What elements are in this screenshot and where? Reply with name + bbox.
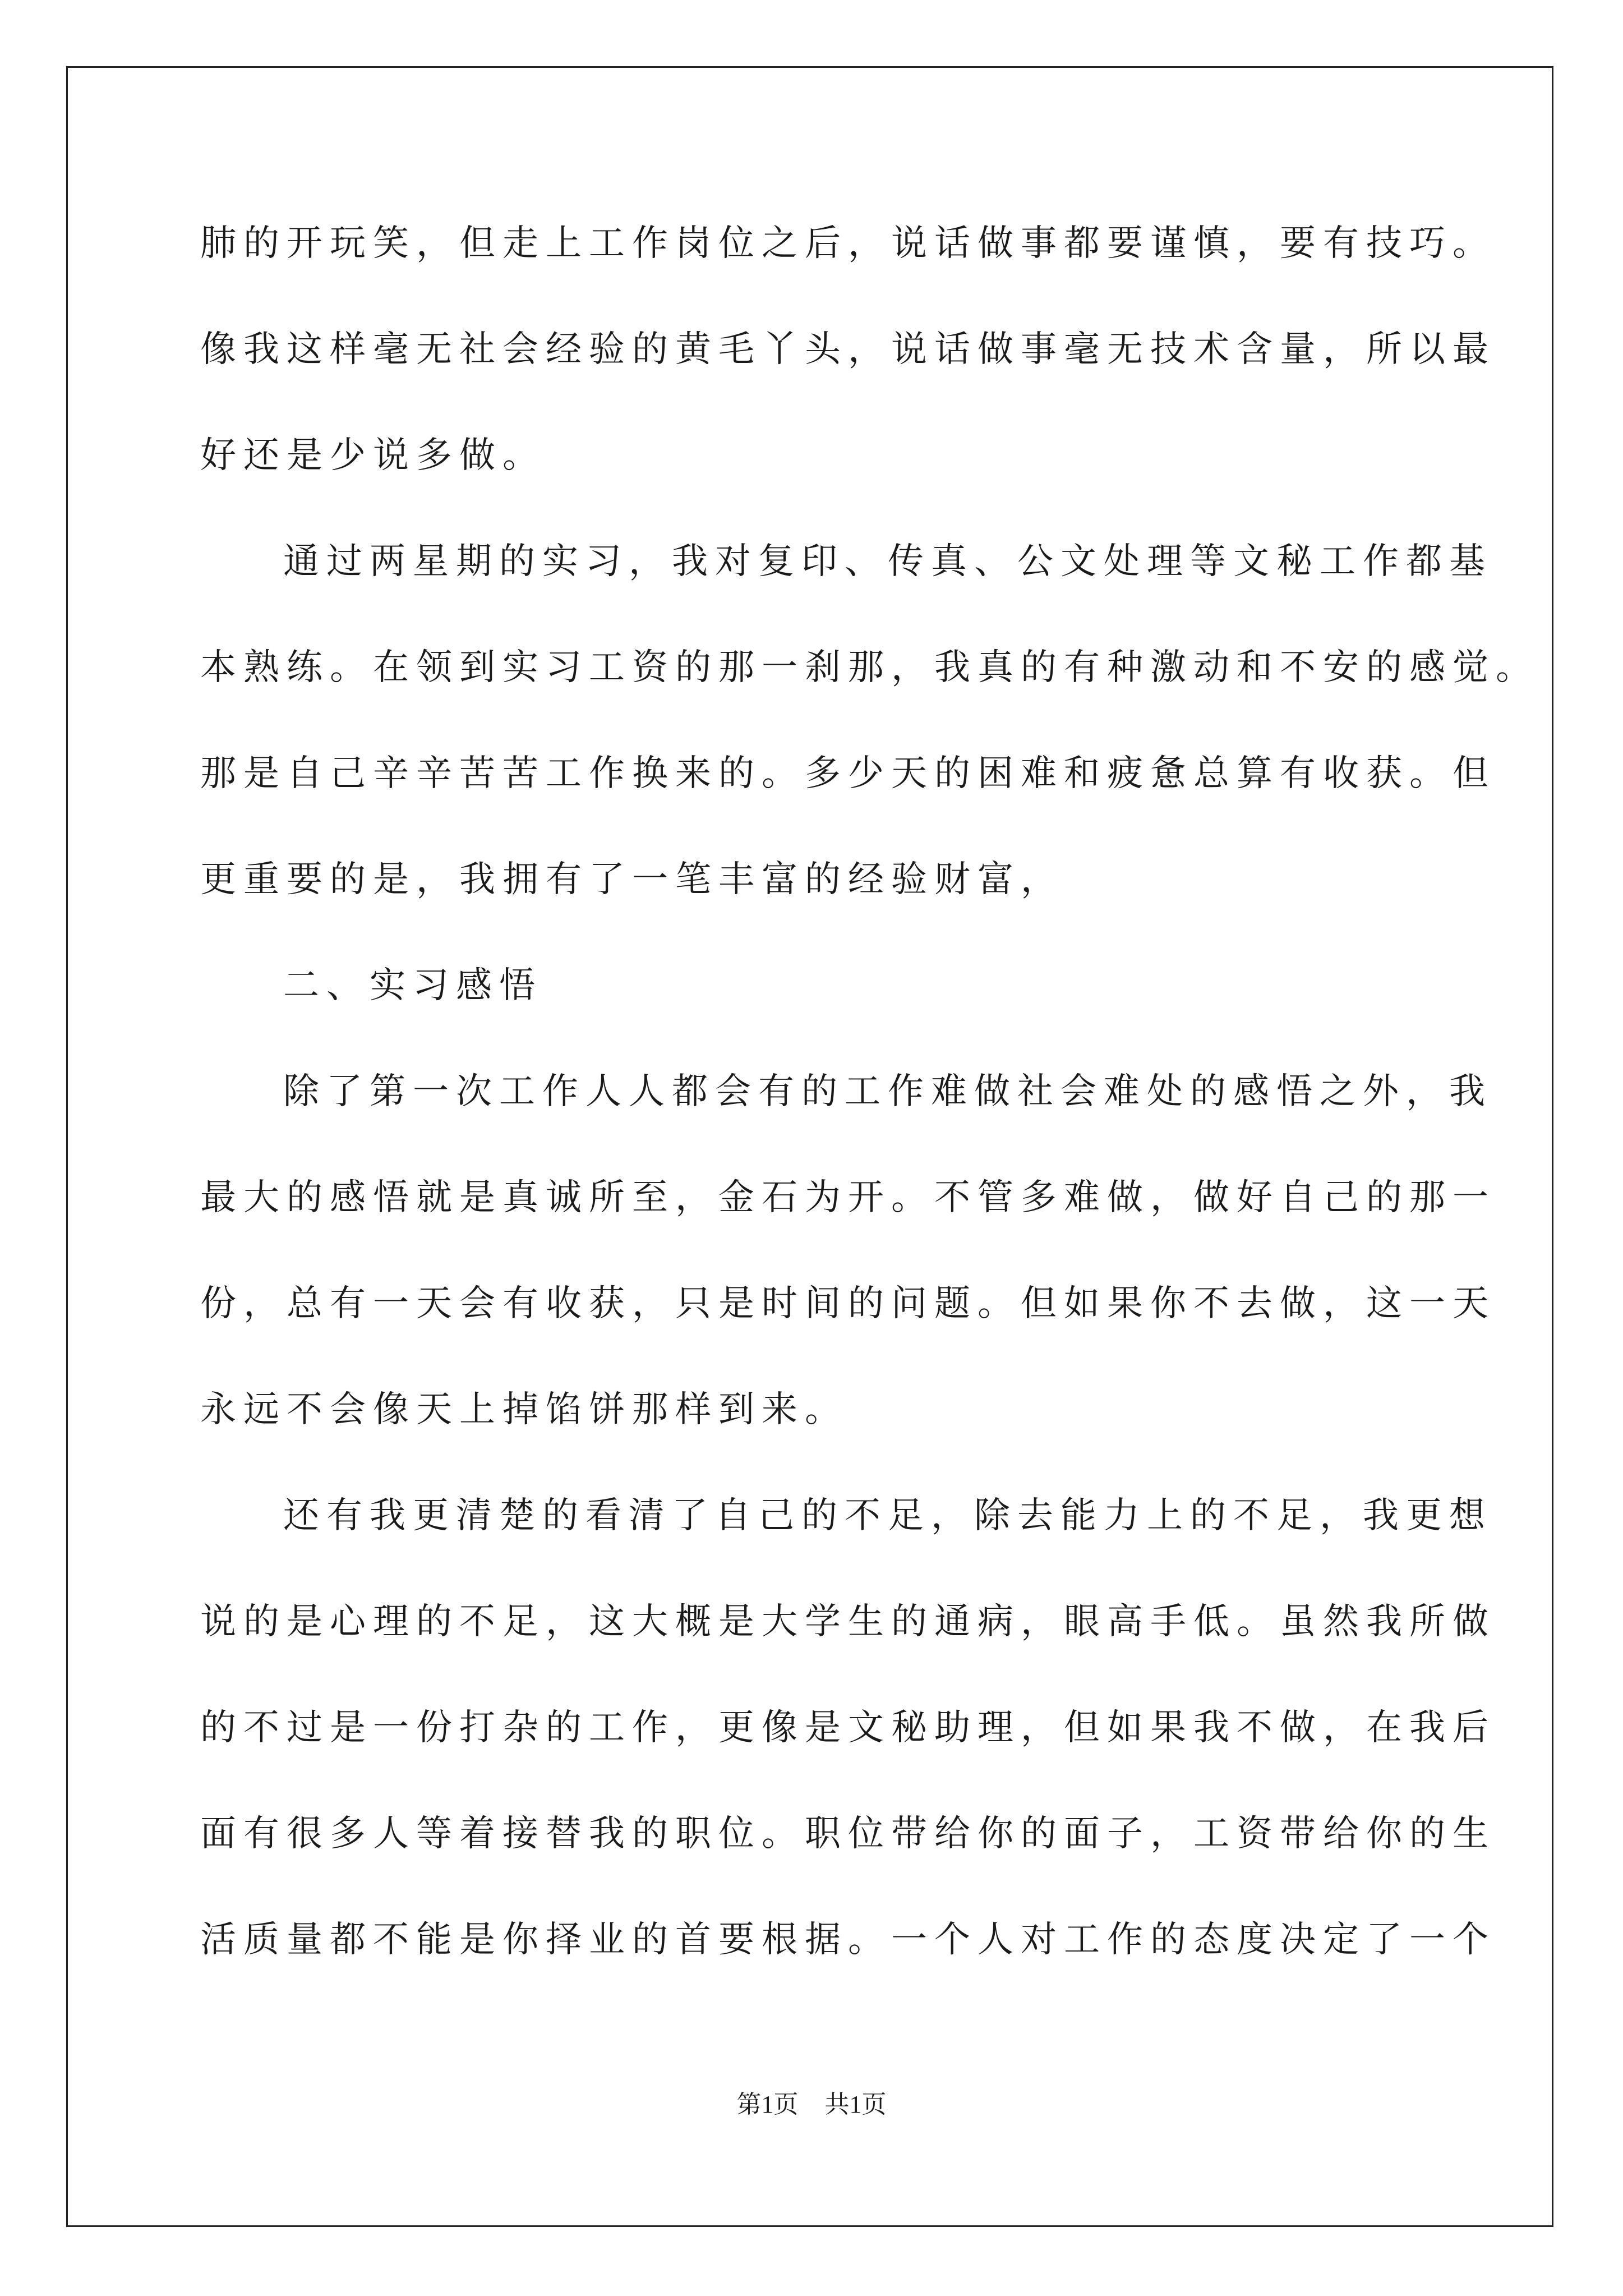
paragraph-start-line: 还有我更清楚的看清了自己的不足，除去能力上的不足，我更想 — [283, 1495, 1492, 1536]
text-line: 像我这样毫无社会经验的黄毛丫头，说话做事毫无技术含量，所以最 — [200, 329, 1496, 370]
text-line: 说的是心理的不足，这大概是大学生的通病，眼高手低。虽然我所做 — [200, 1601, 1496, 1642]
page-number: 第1页 — [736, 2091, 799, 2118]
text-line: 面有很多人等着接替我的职位。职位带给你的面子，工资带给你的生 — [200, 1813, 1496, 1855]
text-line: 的不过是一份打杂的工作，更像是文秘助理，但如果我不做，在我后 — [200, 1707, 1496, 1749]
text-line: 永远不会像天上掉馅饼那样到来。 — [200, 1389, 848, 1430]
text-line: 更重要的是，我拥有了一笔丰富的经验财富， — [200, 859, 1064, 900]
page-total: 共1页 — [824, 2091, 887, 2118]
page-footer — [0, 2084, 1623, 2120]
paragraph-start-line: 除了第一次工作人人都会有的工作难做社会难处的感悟之外，我 — [283, 1071, 1492, 1112]
text-line: 那是自己辛辛苦苦工作换来的。多少天的困难和疲惫总算有收获。但 — [200, 753, 1496, 794]
paragraph-start-line: 通过两星期的实习，我对复印、传真、公文处理等文秘工作都基 — [283, 541, 1492, 582]
text-line: 肺的开玩笑，但走上工作岗位之后，说话做事都要谨慎，要有技巧。 — [200, 223, 1496, 264]
text-line: 份，总有一天会有收获，只是时间的问题。但如果你不去做，这一天 — [200, 1283, 1496, 1324]
text-line: 好还是少说多做。 — [200, 435, 546, 476]
text-line: 本熟练。在领到实习工资的那一刹那，我真的有种激动和不安的感觉。 — [200, 647, 1539, 688]
text-line: 活质量都不能是你择业的首要根据。一个人对工作的态度决定了一个 — [200, 1919, 1496, 1961]
text-line: 最大的感悟就是真诚所至，金石为开。不管多难做，做好自己的那一 — [200, 1177, 1496, 1218]
section-heading: 二、实习感悟 — [283, 965, 542, 1006]
document-body — [200, 191, 1539, 1993]
